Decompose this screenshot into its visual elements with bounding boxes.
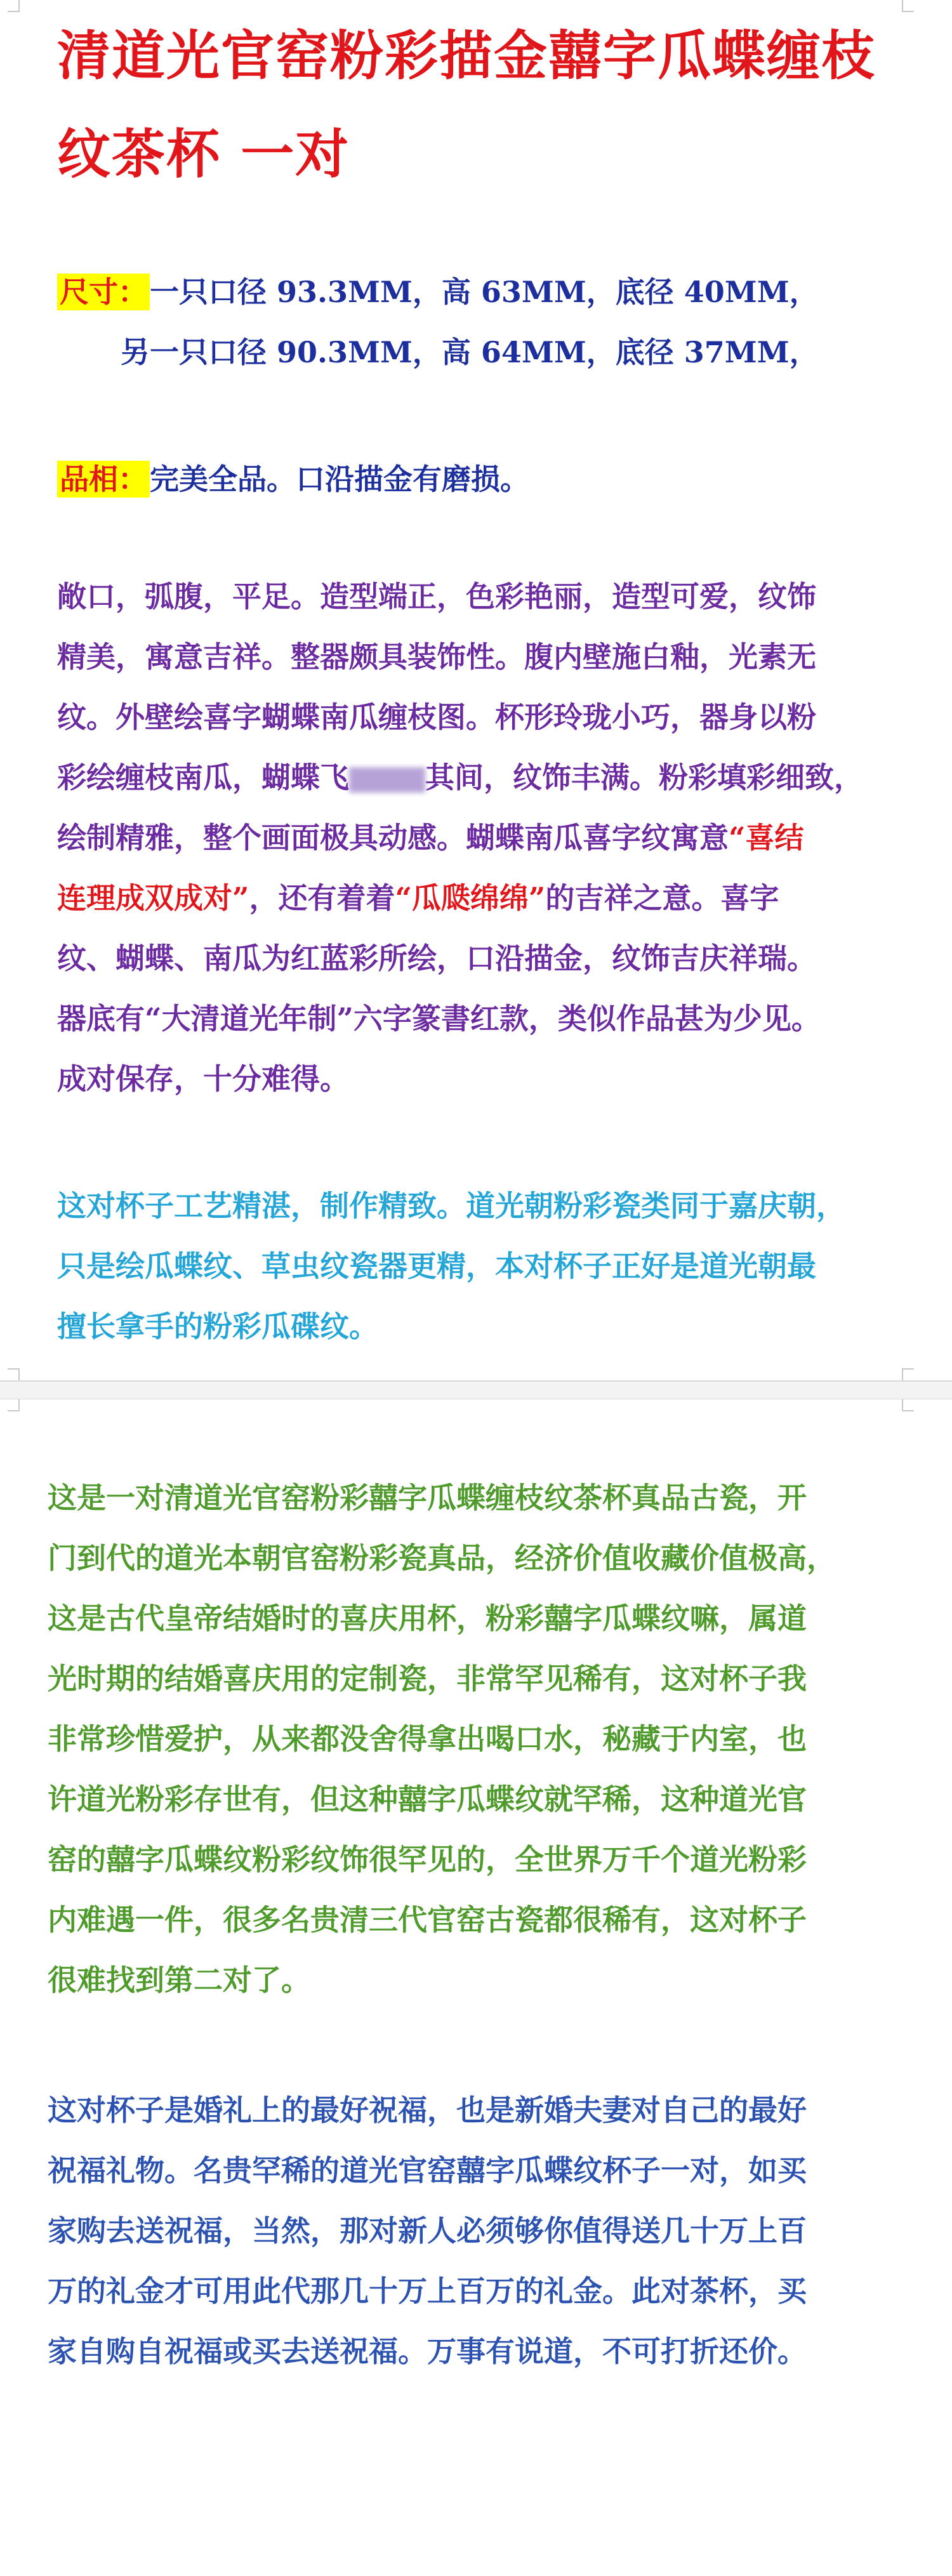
page-gap <box>0 1380 952 1399</box>
value-line: 非常珍惜爱护，从来都没舍得拿出喝口水，秘藏于内室，也 <box>48 1722 807 1756</box>
value-line: 窑的囍字瓜蝶纹粉彩纹饰很罕见的，全世界万千个道光粉彩 <box>48 1842 807 1877</box>
condition-text: 完美全品。口沿描金有磨损。 <box>150 462 529 496</box>
page-corner-mark <box>8 1361 27 1380</box>
page-corner-mark <box>895 0 914 19</box>
craft-line: 这对杯子工艺精湛，制作精致。道光朝粉彩瓷类同于嘉庆朝， <box>57 1189 845 1223</box>
value-line: 这是古代皇帝结婚时的喜庆用杯，粉彩囍字瓜蝶纹嘛，属道 <box>48 1601 807 1635</box>
document-page-2 <box>0 1399 952 2576</box>
page-divider <box>0 1380 952 1382</box>
description-highlight: 连理成双成对” <box>57 881 249 915</box>
value-line: 许道光粉彩存世有，但这种囍字瓜蝶纹就罕稀，这种道光官 <box>48 1782 807 1816</box>
description-text: 的吉祥之意。喜字 <box>545 881 779 915</box>
gift-line: 这对杯子是婚礼上的最好祝福，也是新婚夫妻对自己的最好 <box>48 2093 807 2127</box>
value-line: 门到代的道光本朝官窑粉彩瓷真品，经济价值收藏价值极高， <box>48 1541 836 1575</box>
page-corner-mark <box>8 1399 27 1418</box>
page-corner-mark <box>895 1361 914 1380</box>
value-line: 光时期的结婚喜庆用的定制瓷，非常罕见稀有，这对杯子我 <box>48 1661 807 1696</box>
size-line1: 一只口径 93.3MM，高 63MM，底径 40MM， <box>150 275 819 309</box>
description-text: 其间，纹饰丰满。粉彩填彩细致， <box>425 760 863 795</box>
gift-line: 家购去送祝福，当然，那对新人必须够你值得送几十万上百 <box>48 2214 807 2248</box>
value-line: 这是一对清道光官窑粉彩囍字瓜蝶缠枝纹茶杯真品古瓷，开 <box>48 1481 807 1515</box>
page-title: 清道光官窑粉彩描金囍字瓜蝶缠枝 <box>57 24 876 87</box>
condition-label: 品相： <box>57 461 150 498</box>
description-line: 精美，寓意吉祥。整器颇具装饰性。腹内壁施白釉，光素无 <box>57 640 816 674</box>
gift-line: 家自购自祝福或买去送祝福。万事有说道，不可打折还价。 <box>48 2334 807 2368</box>
description-line: 纹。外壁绘喜字蝴蝶南瓜缠枝图。杯形玲珑小巧，器身以粉 <box>57 700 816 734</box>
value-line: 内难遇一件，很多名贵清三代官窑古瓷都很稀有，这对杯子 <box>48 1903 807 1937</box>
craft-line: 只是绘瓜蝶纹、草虫纹瓷器更精，本对杯子正好是道光朝最 <box>57 1249 816 1283</box>
condition-row <box>57 460 529 498</box>
description-highlight: “瓜瓞绵绵” <box>395 881 546 915</box>
size-label: 尺寸： <box>57 274 150 310</box>
description-line: 成对保存，十分难得。 <box>57 1062 349 1096</box>
description-line <box>57 819 803 857</box>
value-line: 很难找到第二对了。 <box>48 1963 310 1997</box>
description-text: ，还有着着 <box>249 881 395 915</box>
page-corner-mark <box>8 0 27 19</box>
gift-line: 万的礼金才可用此代那几十万上百万的礼金。此对茶杯，买 <box>48 2274 807 2308</box>
blurred-text-smudge <box>349 767 425 793</box>
description-line <box>57 758 863 796</box>
craft-line: 擅长拿手的粉彩瓜碟纹。 <box>57 1309 378 1344</box>
description-line: 敞口，弧腹，平足。造型端正，色彩艳丽，造型可爱，纹饰 <box>57 579 816 614</box>
gift-line: 祝福礼物。名贵罕稀的道光官窑囍字瓜蝶纹杯子一对，如买 <box>48 2153 807 2188</box>
description-line: 纹、蝴蝶、南瓜为红蓝彩所绘，口沿描金，纹饰吉庆祥瑞。 <box>57 941 816 975</box>
page-corner-mark <box>895 1399 914 1418</box>
description-text: 绘制精雅，整个画面极具动感。蝴蝶南瓜喜字纹寓意 <box>57 821 729 855</box>
size-row <box>57 273 819 311</box>
description-text: 彩绘缠枝南瓜，蝴蝶飞 <box>57 760 349 795</box>
description-highlight: “喜结 <box>729 821 804 855</box>
size-line2: 另一只口径 90.3MM，高 64MM，底径 37MM， <box>121 335 819 369</box>
page-title-line2: 纹茶杯 一对 <box>57 122 350 185</box>
description-line <box>57 879 779 917</box>
description-line: 器底有“大清道光年制”六字篆書红款，类似作品甚为少见。 <box>57 1001 821 1036</box>
